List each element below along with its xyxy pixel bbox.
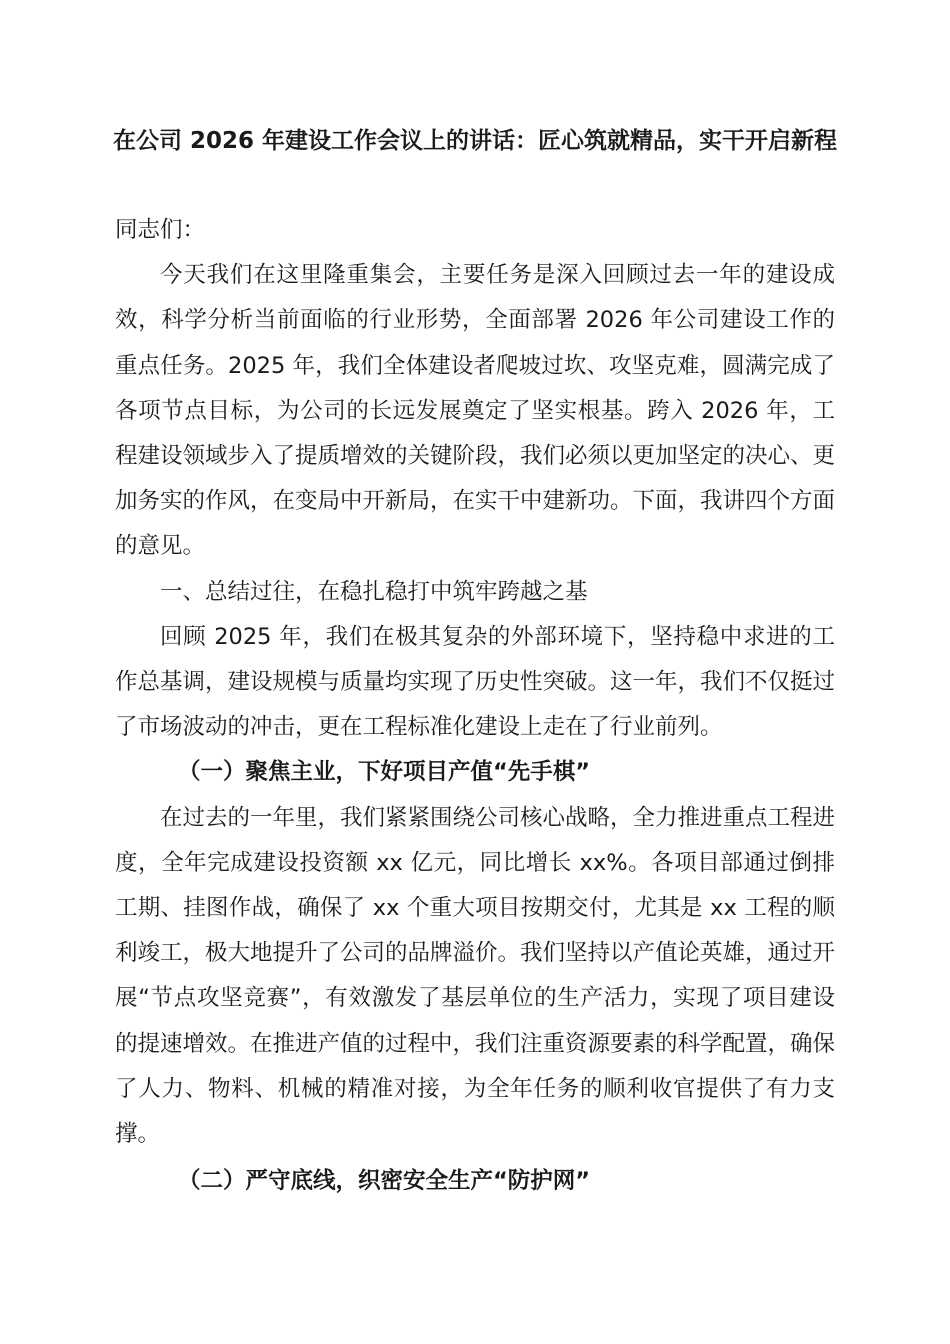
salutation: 同志们： (115, 217, 206, 243)
section-1-paragraph: 回顾 2025 年，我们在极其复杂的外部环境下，坚持稳中求进的工作总基调，建设规模与质量均实现了历史性突破。这一年，我们不仅挺过了市场波动的冲击，更在工程标准化建设上走在了行业前列。 (115, 623, 836, 741)
section-1-heading: 一、总结过往，在稳扎稳打中筑牢跨越之基 (160, 578, 588, 605)
subsection-1-paragraph: 在过去的一年里，我们紧紧围绕公司核心战略，全力推进重点工程进度，全年完成建设投资额 xx 亿元，同比增长 xx%。各项目部通过倒排工期、挂图作战，确保了 xx 个重大项目按期交付，尤其是 xx 工程的顺利竣工，极大地提升了公司的品牌溢价。我们坚持以产值论英雄，通过开展“节点攻坚竞赛”，有效激发了基层单位的生产活力，实现了项目建设的提速增效。在推进产值的过程中，我们注重资源要素的科学配置，确保了人力、物料、机械的精准对接，为全年任务的顺利收官提供了有力支撑。 (115, 804, 836, 1148)
subsection-2-heading: （二）严守底线，织密安全生产“防护网” (178, 1168, 591, 1195)
document-body (115, 208, 835, 1204)
subsection-1-heading: （一）聚焦主业，下好项目产值“先手棋” (178, 759, 591, 786)
page-title: 在公司 2026 年建设工作会议上的讲话：匠心筑就精品，实干开启新程 (112, 128, 838, 154)
intro-paragraph: 今天我们在这里隆重集会，主要任务是深入回顾过去一年的建设成效，科学分析当前面临的行业形势，全面部署 2026 年公司建设工作的重点任务。2025 年，我们全体建设者爬坡过坎、攻坚克难，圆满完成了各项节点目标，为公司的长远发展奠定了坚实根基。跨入 2026 年，工程建设领域步入了提质增效的关键阶段，我们必须以更加坚定的决心、更加务实的作风，在变局中开新局，在实干中建新功。下面，我讲四个方面的意见。 (115, 262, 836, 560)
